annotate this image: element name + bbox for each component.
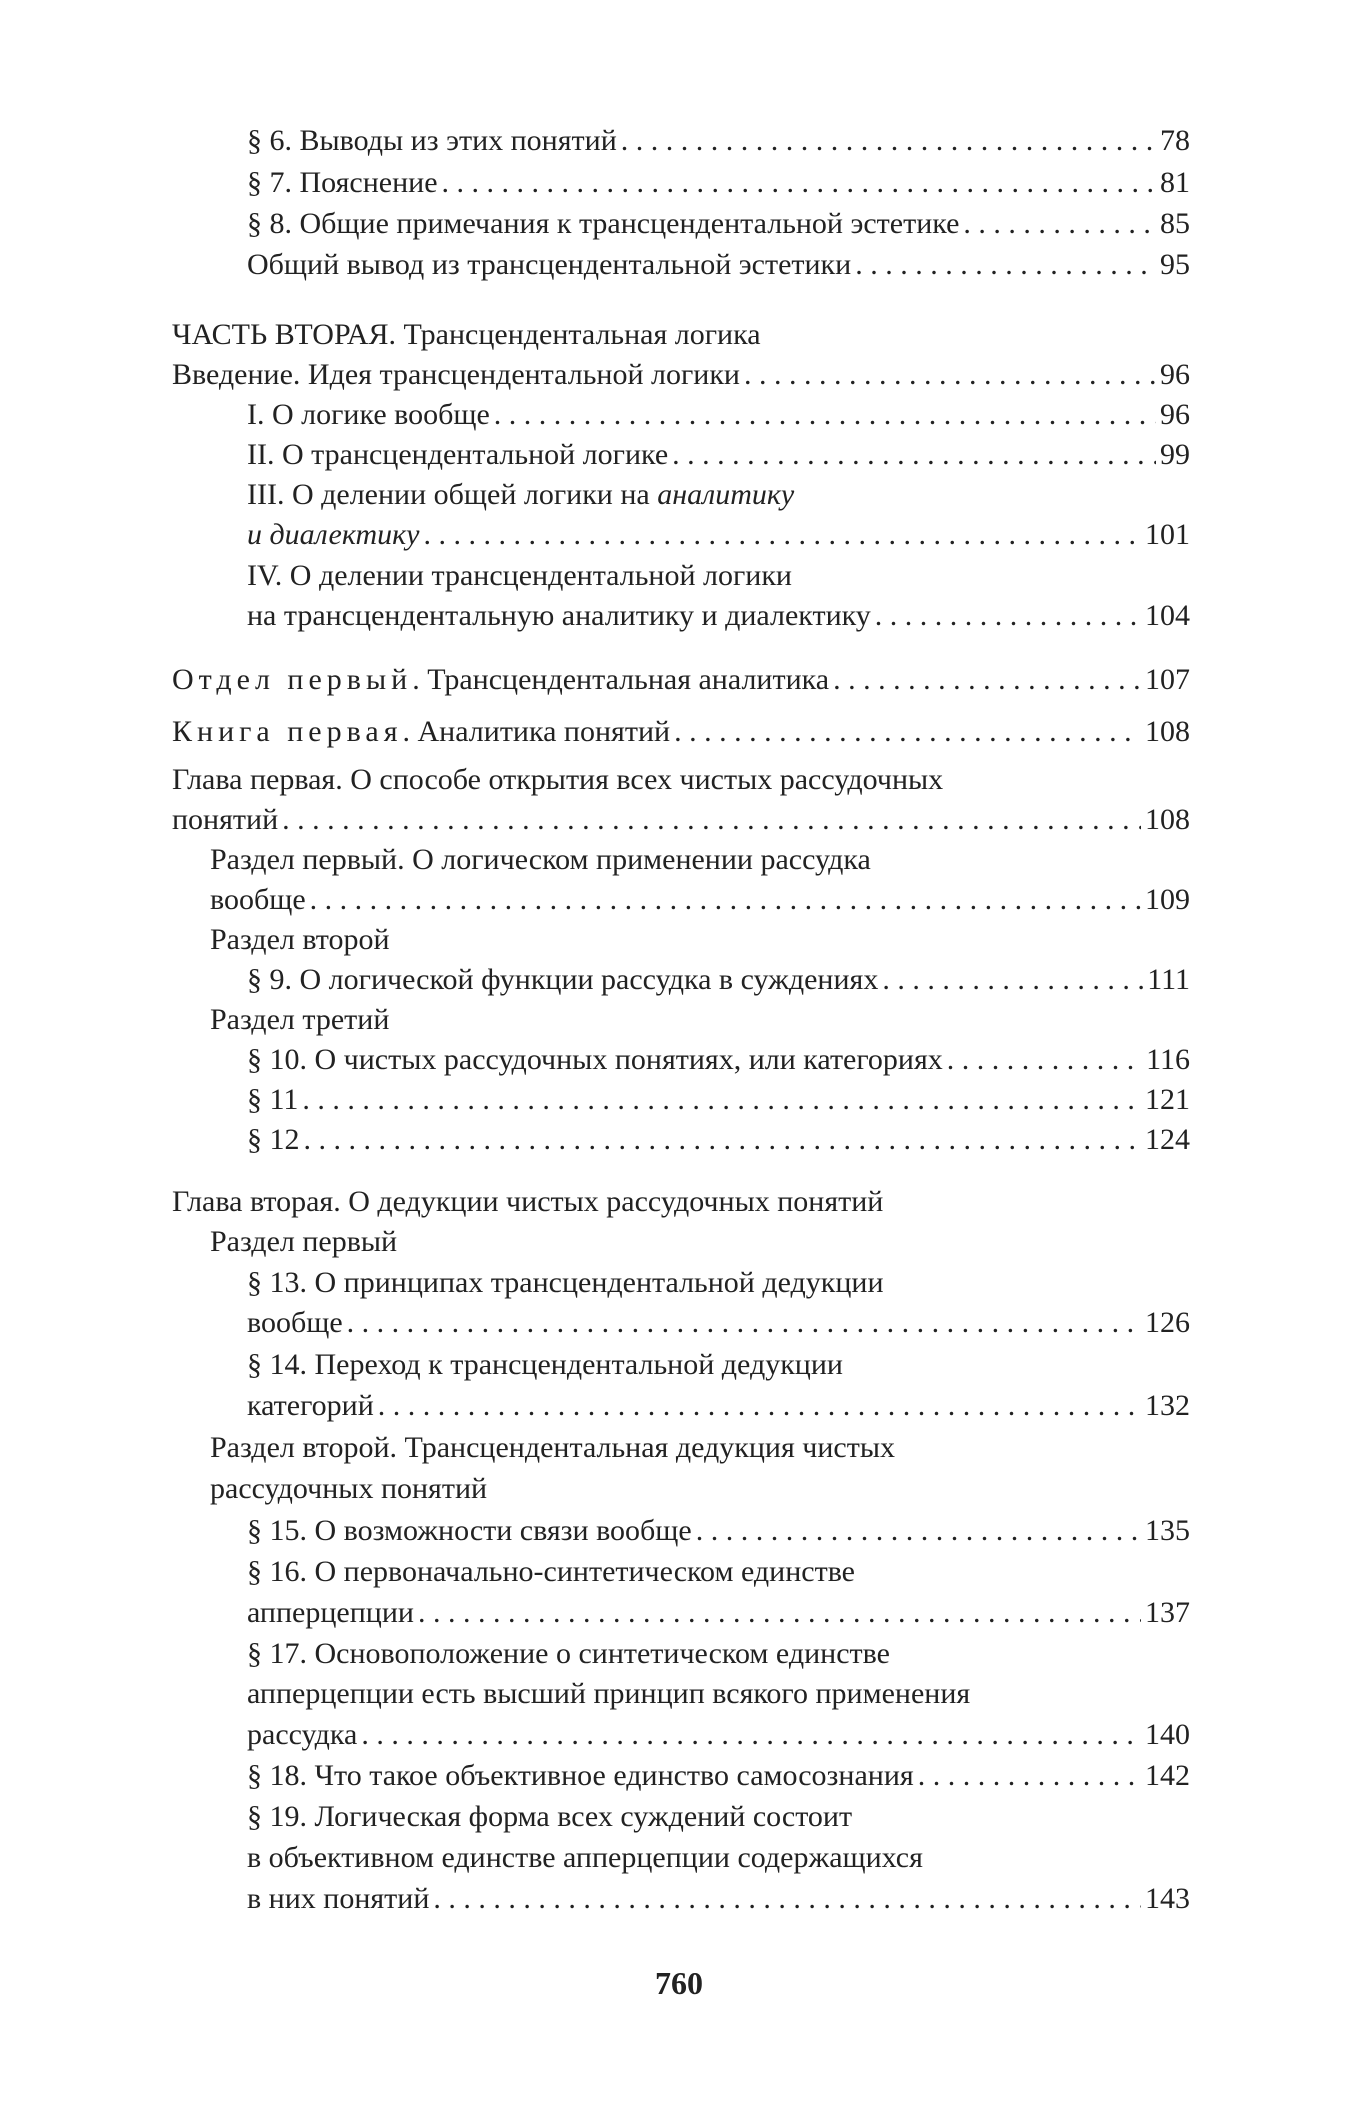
toc-entry-s16-line2 (0, 1592, 1358, 1633)
toc-heading-text: ЧАСТЬ ВТОРАЯ. Трансцендентальная логика (172, 318, 761, 351)
toc-entry-s17-line1 (0, 1633, 1358, 1674)
page-number: 760 (655, 1965, 703, 2001)
toc-entry-title: § 15. О возможности связи вообще (247, 1514, 692, 1547)
toc-entry-title: Глава вторая. О дедукции чистых рассудочных понятий (172, 1185, 884, 1218)
toc-entry-title-italic: и (247, 518, 270, 551)
toc-page-number: 108 (1145, 715, 1190, 748)
toc-entry-intro-4-line2 (0, 595, 1358, 636)
toc-page-number: 142 (1145, 1759, 1190, 1792)
dot-leader (310, 879, 1141, 920)
dot-leader (744, 354, 1156, 395)
toc-entry-title: § 10. О чистых рассудочных понятиях, или категориях (247, 1043, 943, 1076)
toc-page-number: 78 (1160, 124, 1190, 157)
toc-entry-s13-line2 (0, 1302, 1358, 1343)
toc-entry-title: I. О логике вообще (247, 398, 490, 431)
toc-entry-title: § 16. О первоначально-синтетическом единстве (247, 1555, 855, 1588)
toc-page-number: 143 (1145, 1882, 1190, 1915)
toc-entry-title: вообще (210, 883, 306, 916)
toc-entry-title: § 9. О логической функции рассудка в суждениях (247, 963, 879, 996)
toc-entry-s9 (0, 959, 1358, 1000)
toc-entry-intro-4-line1 (0, 555, 1358, 596)
toc-entry-ch1-section-one-line2 (0, 879, 1358, 920)
toc-page-number: 95 (1160, 248, 1190, 281)
toc-entry-title: апперцепции (247, 1596, 414, 1629)
toc-part-two-heading (0, 314, 1358, 355)
toc-entry-title-italic: аналитику (657, 478, 795, 511)
toc-entry-introduction (0, 354, 1358, 395)
toc-entry-intro-3-line1 (0, 474, 1358, 515)
toc-entry-chapter-two (0, 1181, 1358, 1222)
toc-entry-ch2-section-one (0, 1221, 1358, 1262)
toc-page-number: 96 (1160, 398, 1190, 431)
toc-entry-s15 (0, 1510, 1358, 1551)
toc-page-number: 132 (1145, 1389, 1190, 1422)
dot-leader (963, 203, 1156, 244)
toc-entry-title: Общий вывод из трансцендентальной эстетики (247, 248, 852, 281)
toc-entry-title: § 19. Логическая форма всех суждений состоит (247, 1800, 853, 1833)
toc-entry-title: II. О трансцендентальной логике (247, 438, 669, 471)
toc-entry-title: Введение. Идея трансцендентальной логики (172, 358, 740, 391)
toc-entry-title: понятий (172, 803, 279, 836)
toc-entry-title: . Аналитика понятий (402, 715, 671, 748)
toc-entry-chapter-one-line1 (0, 759, 1358, 800)
toc-entry-s8 (0, 203, 1358, 244)
toc-entry-s14-line1 (0, 1344, 1358, 1385)
toc-page-number: 111 (1147, 963, 1190, 996)
toc-entry-title-spaced: Книга первая (172, 715, 403, 748)
toc-entry-s13-line1 (0, 1262, 1358, 1303)
dot-leader (433, 1878, 1141, 1919)
dot-leader (282, 799, 1141, 840)
dot-leader (423, 514, 1141, 555)
toc-entry-title: в объективном единстве апперцепции содержащихся (247, 1841, 923, 1874)
toc-entry-s16-line1 (0, 1551, 1358, 1592)
toc-entry-s7 (0, 162, 1358, 203)
toc-entry-division-one (0, 659, 1358, 700)
toc-entry-title: IV. О делении трансцендентальной логики (247, 559, 792, 592)
toc-page-number: 121 (1145, 1083, 1190, 1116)
toc-entry-title: рассудочных понятий (210, 1472, 488, 1505)
toc-entry-s17-line2 (0, 1673, 1358, 1714)
toc-entry-s18 (0, 1755, 1358, 1796)
toc-entry-s12 (0, 1119, 1358, 1160)
toc-page-number: 81 (1160, 166, 1190, 199)
dot-leader (696, 1510, 1141, 1551)
toc-entry-s17-line3 (0, 1714, 1358, 1755)
toc-entry-s19-line1 (0, 1796, 1358, 1837)
toc-entry-intro-2 (0, 434, 1358, 475)
toc-entry-ch1-section-one-line1 (0, 839, 1358, 880)
toc-entry-intro-3-line2 (0, 514, 1358, 555)
toc-entry-title: . Трансцендентальная аналитика (412, 663, 830, 696)
toc-entry-general-conclusion (0, 244, 1358, 285)
toc-entry-title: § 17. Основоположение о синтетическом единстве (247, 1637, 890, 1670)
toc-entry-intro-1 (0, 394, 1358, 435)
toc-entry-s14-line2 (0, 1385, 1358, 1426)
toc-page-number: 104 (1145, 599, 1190, 632)
toc-entry-title-italic: диалектику (269, 518, 420, 551)
toc-entry-title: § 6. Выводы из этих понятий (247, 124, 617, 157)
toc-page-number: 107 (1145, 663, 1190, 696)
toc-entry-ch1-section-two (0, 919, 1358, 960)
toc-entry-title: Раздел первый (210, 1225, 398, 1258)
dot-leader (833, 659, 1141, 700)
toc-entry-s19-line3 (0, 1878, 1358, 1919)
toc-entry-title: категорий (247, 1389, 374, 1422)
toc-entry-title: на трансцендентальную аналитику и диалектику (247, 599, 871, 632)
toc-page-number: 96 (1160, 358, 1190, 391)
toc-entry-title: Раздел первый. О логическом применении рассудка (210, 843, 871, 876)
toc-entry-title: Раздел второй. Трансцендентальная дедукция чистых (210, 1431, 896, 1464)
toc-page-number: 140 (1145, 1718, 1190, 1751)
toc-entry-s19-line2 (0, 1837, 1358, 1878)
toc-entry-title: § 18. Что такое объективное единство самосознания (247, 1759, 914, 1792)
dot-leader (855, 244, 1156, 285)
toc-entry-title: § 14. Переход к трансцендентальной дедукции (247, 1348, 843, 1381)
toc-page-number: 108 (1145, 803, 1190, 836)
dot-leader (875, 595, 1141, 636)
toc-entry-title: рассудка (247, 1718, 358, 1751)
toc-entry-title: § 7. Пояснение (247, 166, 438, 199)
dot-leader (347, 1302, 1141, 1343)
toc-entry-title: Глава первая. О способе открытия всех чистых рассудочных (172, 763, 944, 796)
toc-page-number: 109 (1145, 883, 1190, 916)
toc-entry-title: Раздел третий (210, 1003, 390, 1036)
toc-page-number: 124 (1145, 1123, 1190, 1156)
toc-page-number: 85 (1160, 207, 1190, 240)
dot-leader (304, 1119, 1142, 1160)
dot-leader (494, 394, 1156, 435)
toc-entry-book-one (0, 711, 1358, 752)
dot-leader (442, 162, 1156, 203)
dot-leader (378, 1385, 1141, 1426)
dot-leader (672, 434, 1156, 475)
toc-entry-ch1-section-three (0, 999, 1358, 1040)
toc-entry-title: Раздел второй (210, 923, 390, 956)
dot-leader (621, 120, 1156, 161)
toc-page-number: 126 (1145, 1306, 1190, 1339)
toc-entry-title: в них понятий (247, 1882, 430, 1915)
toc-entry-title: § 8. Общие примечания к трансцендентальной эстетике (247, 207, 960, 240)
dot-leader (674, 711, 1141, 752)
toc-page-number: 99 (1160, 438, 1190, 471)
toc-entry-ch2-section-two-line2 (0, 1468, 1358, 1509)
toc-entry-s10 (0, 1039, 1358, 1080)
toc-entry-title-spaced: Отдел первый (172, 663, 413, 696)
toc-entry-s11 (0, 1079, 1358, 1120)
toc-entry-title: вообще (247, 1306, 343, 1339)
dot-leader (947, 1039, 1142, 1080)
toc-entry-title: § 11 (247, 1083, 299, 1116)
toc-entry-s6 (0, 120, 1358, 161)
toc-page-number: 137 (1145, 1596, 1190, 1629)
dot-leader (418, 1592, 1141, 1633)
toc-entry-title: III. О делении общей логики на (247, 478, 658, 511)
dot-leader (302, 1079, 1141, 1120)
toc-entry-chapter-one-line2 (0, 799, 1358, 840)
toc-page-number: 135 (1145, 1514, 1190, 1547)
toc-entry-ch2-section-two-line1 (0, 1427, 1358, 1468)
dot-leader (361, 1714, 1141, 1755)
dot-leader (882, 959, 1143, 1000)
toc-page-number: 116 (1146, 1043, 1190, 1076)
toc-entry-title: § 13. О принципах трансцендентальной дедукции (247, 1266, 884, 1299)
dot-leader (918, 1755, 1141, 1796)
toc-page-number: 101 (1145, 518, 1190, 551)
toc-entry-title: апперцепции есть высший принцип всякого применения (247, 1677, 971, 1710)
toc-entry-title: § 12 (247, 1123, 300, 1156)
